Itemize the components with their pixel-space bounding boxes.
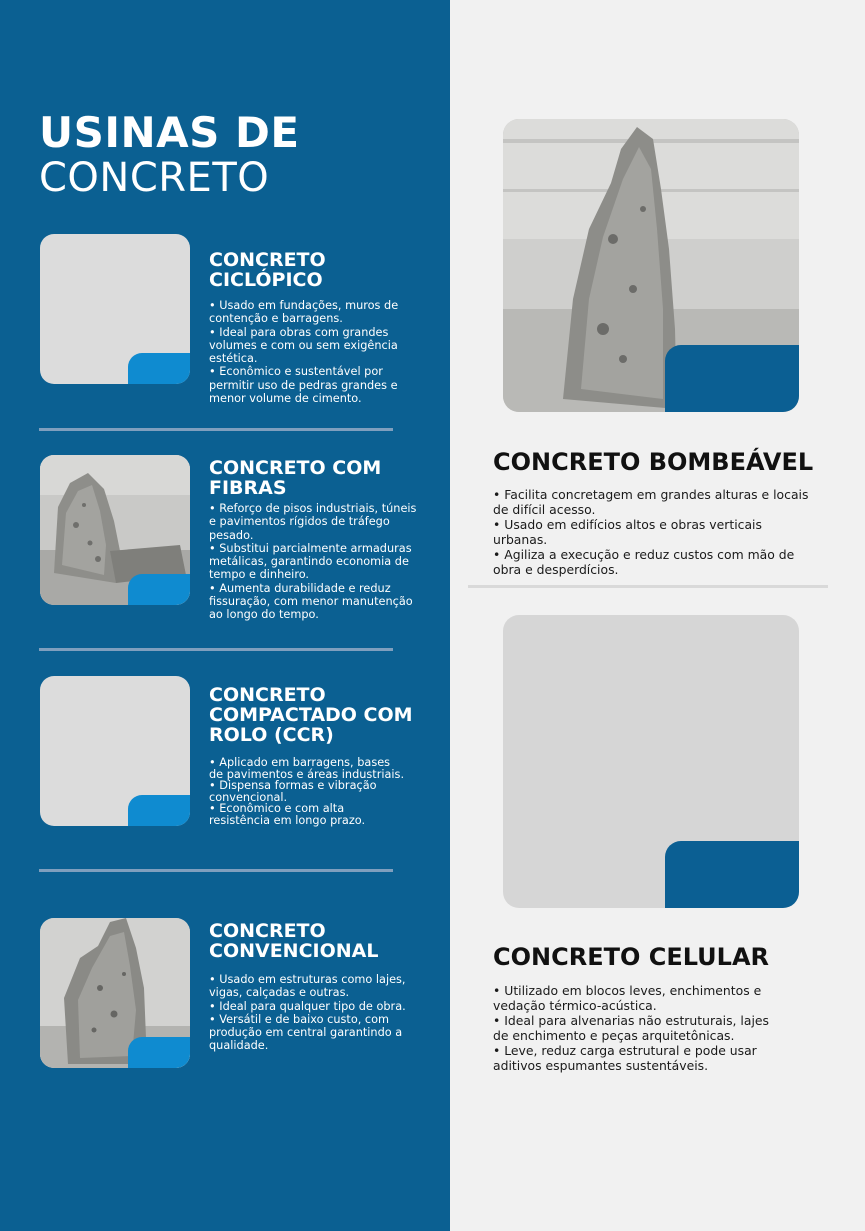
item-body-fibras: • Reforço de pisos industriais, túneis e pavimentos rígidos de tráfego pesado. • Substitui parcialmente armaduras metálicas, garantindo economia de tempo e dinheiro. • Aumenta durabilidade e reduz fissuração, com menor manutenção ao longo do tempo. [209, 502, 417, 622]
item-title-fibras: CONCRETO COM FIBRAS [209, 457, 382, 499]
section-divider [39, 428, 393, 431]
item-body-convencional: • Usado em estruturas como lajes, vigas, calçadas e outras. • Ideal para qualquer tipo de obra. • Versátil e de baixo custo, com produção em central garantindo a qualidade. [209, 973, 406, 1053]
item-body-ciclopico: • Usado em fundações, muros de contenção e barragens. • Ideal para obras com grandes volumes e com ou sem exigência estética. • Econômico e sustentável por permitir uso de pedras grandes e menor volume de cimento. [209, 299, 399, 406]
corner-accent [128, 1037, 190, 1068]
corner-accent [128, 574, 190, 605]
celular-image-placeholder [503, 615, 799, 908]
fibras-concrete-photo [40, 455, 190, 605]
bombeavel-concrete-photo [503, 119, 799, 412]
ccr-image-placeholder [40, 676, 190, 826]
ciclopico-image-placeholder [40, 234, 190, 384]
page-title [39, 108, 300, 201]
corner-accent [665, 345, 799, 412]
item-body-ccr: • Aplicado em barragens, bases de pavimentos e áreas industriais. • Dispensa formas e vibração convencional. • Econômico e com alta resistência em longo prazo. [209, 756, 405, 827]
section-divider [39, 869, 393, 872]
item-title-ccr: CONCRETO COMPACTADO COM ROLO (CCR) [209, 684, 413, 746]
page-title-line2: CONCRETO [39, 155, 270, 201]
convencional-concrete-photo [40, 918, 190, 1068]
corner-accent [128, 795, 190, 826]
item-title-convencional: CONCRETO CONVENCIONAL [209, 920, 379, 962]
item-title-bombeavel: CONCRETO BOMBEÁVEL [493, 448, 814, 476]
item-body-celular: • Utilizado em blocos leves, enchimentos e vedação térmico-acústica. • Ideal para alvenarias não estruturais, lajes de enchimento e peças arquitetônicas. • Leve, reduz carga estrutural e pode usar aditivos espumantes sustentáveis. [493, 983, 769, 1073]
corner-accent [128, 353, 190, 384]
item-body-bombeavel: • Facilita concretagem em grandes alturas e locais de difícil acesso. • Usado em edifícios altos e obras verticais urbanas. • Agiliza a execução e reduz custos com mão de obra e desperdícios. [493, 487, 809, 577]
item-title-ciclopico: CONCRETO CICLÓPICO [209, 249, 326, 291]
item-title-celular: CONCRETO CELULAR [493, 943, 769, 971]
section-divider [39, 648, 393, 651]
page-title-line1: USINAS DE [39, 108, 300, 157]
corner-accent [665, 841, 799, 908]
section-divider [468, 585, 828, 588]
